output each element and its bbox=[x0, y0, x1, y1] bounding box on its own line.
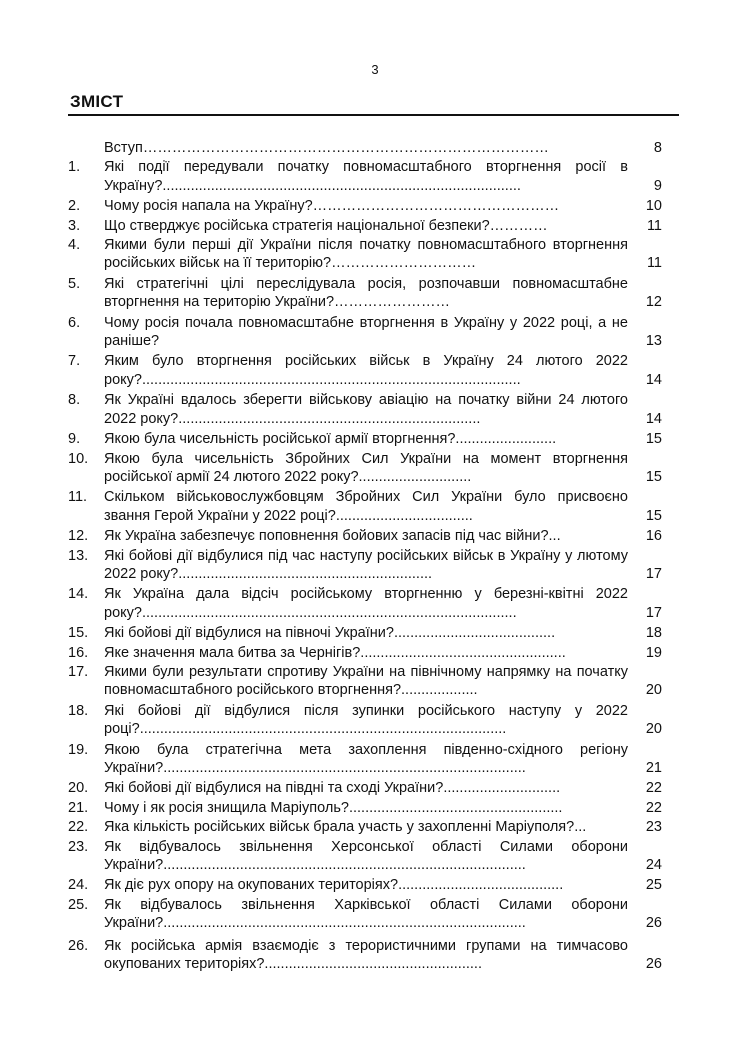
toc-entry-number: 20. bbox=[68, 780, 89, 797]
toc-entry-title: Якою була чисельність Збройних Сил України на момент вторгнення російської армії 24 лютого 2022 року?............................ bbox=[104, 450, 628, 485]
toc-entry[interactable] bbox=[68, 275, 662, 312]
toc-entry-number: 23. bbox=[68, 838, 89, 855]
toc-entry[interactable] bbox=[68, 663, 662, 700]
toc-entry[interactable] bbox=[68, 139, 662, 157]
toc-entry-page: 17 bbox=[645, 565, 662, 582]
toc-entry-title: Як діє рух опору на окупованих територіях?......................................... bbox=[104, 877, 564, 894]
toc-entry-title: Яким було вторгнення російських військ в Україну 24 лютого 2022 року?.............................................................................................. bbox=[104, 353, 628, 388]
toc-entry-page: 16 bbox=[645, 528, 662, 545]
toc-entry-number: 21. bbox=[68, 799, 89, 816]
toc-entry-title: Якими були перші дії України після початку повномасштабного вторгнення російських військ на її територію?………………………… bbox=[104, 237, 628, 272]
toc-entry-title: Як відбувалось звільнення Харківської області Силами оборони України?.......................................................................................... bbox=[104, 896, 628, 932]
toc-entry-number: 3. bbox=[68, 217, 81, 234]
toc-entry-number: 18. bbox=[68, 702, 89, 719]
toc-entry[interactable] bbox=[68, 818, 662, 836]
toc-entry-number: 25. bbox=[68, 896, 89, 913]
toc-entry-number: 19. bbox=[68, 741, 89, 758]
toc-entry-title: Які бойові дії відбулися після зупинки російського наступу у 2022 році?........................................................................................... bbox=[104, 702, 628, 738]
toc-entry-title: Що стверджує російська стратегія національної безпеки?………… bbox=[104, 217, 548, 234]
page-number: 3 bbox=[371, 62, 379, 77]
toc-entry-number: 13. bbox=[68, 547, 89, 564]
toc-entry[interactable] bbox=[68, 527, 662, 545]
toc-entry[interactable] bbox=[68, 585, 662, 622]
toc-entry-title: Які події передували початку повномасштабного вторгнення росії в Україну?......................................................................................... bbox=[104, 159, 628, 194]
toc-entry[interactable] bbox=[68, 450, 662, 487]
toc-entry-number: 24. bbox=[68, 877, 89, 894]
heading-rule bbox=[68, 114, 679, 116]
toc-entry-number: 7. bbox=[68, 353, 81, 370]
toc-entry-title: Як Україні вдалось зберегти військову авіацію на початку війни 24 лютого 2022 року?........................................................................... bbox=[104, 392, 628, 427]
toc-entry-page: 14 bbox=[645, 410, 662, 427]
toc-entry[interactable] bbox=[68, 197, 662, 215]
toc-entry-page: 22 bbox=[645, 799, 662, 816]
toc-entry-title: Чому росія почала повномасштабне вторгнення в Україну у 2022 році, а не раніше? bbox=[104, 314, 628, 350]
toc-entry-page: 18 bbox=[645, 625, 662, 642]
toc-heading: ЗМІСТ bbox=[70, 92, 124, 111]
toc-entry-number: 14. bbox=[68, 586, 89, 603]
toc-entry[interactable] bbox=[68, 352, 662, 389]
toc-entry-title: Як відбувалось звільнення Херсонської області Силами оборони України?.......................................................................................... bbox=[104, 838, 628, 874]
toc-entry-number: 26. bbox=[68, 937, 89, 954]
toc-entry-page: 13 bbox=[645, 333, 662, 350]
toc-entry-page: 24 bbox=[645, 857, 662, 874]
toc-entry[interactable] bbox=[68, 937, 662, 974]
toc-entry-page: 25 bbox=[645, 877, 662, 894]
toc-entry-page: 20 bbox=[645, 721, 662, 738]
toc-entry-number: 6. bbox=[68, 314, 81, 331]
toc-entry-number: 15. bbox=[68, 625, 89, 642]
toc-entry-title: Чому росія напала на Україну?…………………………………………… bbox=[104, 198, 560, 215]
toc-entry-page: 19 bbox=[645, 644, 662, 661]
toc-entry-page: 11 bbox=[646, 255, 662, 272]
toc-entry-page: 20 bbox=[645, 682, 662, 699]
toc-entry-title: Які стратегічні цілі переслідувала росія, розпочавши повномасштабне вторгнення на територію України?…………………… bbox=[104, 275, 628, 311]
toc-entry-title: Які бойові дії відбулися на півдні та сході України?............................. bbox=[104, 780, 561, 797]
toc-entry-number: 5. bbox=[68, 275, 81, 292]
toc-entry-title: Якою була чисельність російської армії вторгнення?......................... bbox=[104, 431, 557, 448]
toc-entry-number: 2. bbox=[68, 198, 81, 215]
toc-entry-number: 11. bbox=[68, 489, 88, 506]
toc-entry[interactable] bbox=[68, 779, 662, 797]
toc-entry-title: Як російська армія взаємодіє з терористичними групами на тимчасово окупованих територіях?...................................................... bbox=[104, 937, 628, 973]
table-of-contents bbox=[68, 139, 662, 973]
toc-entry-page: 8 bbox=[653, 140, 662, 156]
toc-entry-title: Якими були результати спротиву України на північному напрямку на початку повномасштабного російського вторгнення?................... bbox=[104, 663, 628, 699]
toc-entry-title: Скільком військовослужбовцям Збройних Сил України було присвоєно звання Герой України у 2022 році?.................................. bbox=[104, 489, 628, 524]
toc-entry-page: 11 bbox=[646, 217, 662, 234]
toc-entry-title: Які бойові дії відбулися на півночі України?........................................ bbox=[104, 625, 556, 642]
toc-entry-page: 26 bbox=[645, 956, 662, 973]
toc-entry-page: 23 bbox=[645, 819, 662, 836]
toc-entry[interactable] bbox=[68, 488, 662, 525]
toc-entry[interactable] bbox=[68, 896, 662, 933]
toc-entry-page: 17 bbox=[645, 604, 662, 621]
toc-entry-page: 14 bbox=[645, 371, 662, 388]
toc-entry-number bbox=[68, 139, 104, 157]
toc-entry[interactable] bbox=[68, 217, 662, 235]
toc-entry[interactable] bbox=[68, 547, 662, 584]
toc-entry-number: 17. bbox=[68, 663, 89, 680]
toc-entry[interactable] bbox=[68, 624, 662, 642]
toc-entry-title: Якою була стратегічна мета захоплення південно-східного регіону України?.......................................................................................... bbox=[104, 741, 628, 776]
toc-entry-title: Яка кількість російських військ брала участь у захопленні Маріуполя?... bbox=[104, 819, 587, 836]
toc-entry-number: 10. bbox=[68, 450, 89, 467]
toc-entry[interactable] bbox=[68, 314, 662, 351]
toc-entry-number: 12. bbox=[68, 528, 89, 545]
toc-entry[interactable] bbox=[68, 702, 662, 739]
toc-entry-number: 1. bbox=[68, 159, 81, 176]
toc-entry[interactable] bbox=[68, 430, 662, 448]
toc-entry[interactable] bbox=[68, 741, 662, 778]
toc-entry-page: 15 bbox=[645, 507, 662, 524]
toc-entry-title: Як Україна дала відсіч російському вторгненню у березні-квітні 2022 року?............................................................................................. bbox=[104, 586, 628, 621]
toc-entry-title: Яке значення мала битва за Чернігів?................................................... bbox=[104, 644, 566, 661]
toc-entry[interactable] bbox=[68, 838, 662, 875]
toc-entry[interactable] bbox=[68, 158, 662, 195]
toc-entry-number: 4. bbox=[68, 237, 81, 254]
toc-entry-number: 9. bbox=[68, 431, 81, 448]
toc-entry[interactable] bbox=[68, 391, 662, 428]
toc-entry-page: 10 bbox=[645, 198, 662, 215]
toc-entry-page: 22 bbox=[645, 780, 662, 797]
toc-entry-title: Чому і як росія знищила Маріуполь?..................................................... bbox=[104, 799, 563, 816]
toc-entry[interactable] bbox=[68, 876, 662, 894]
toc-entry-number: 8. bbox=[68, 392, 81, 409]
toc-entry[interactable] bbox=[68, 799, 662, 817]
toc-entry-title: Які бойові дії відбулися під час наступу російських військ в Україну у лютому 2022 року?............................................................... bbox=[104, 547, 628, 582]
toc-entry-title: Як Україна забезпечує поповнення бойових запасів під час війни?... bbox=[104, 528, 561, 545]
toc-entry-page: 12 bbox=[645, 294, 662, 311]
toc-entry-number: 22. bbox=[68, 819, 89, 836]
toc-entry-page: 26 bbox=[645, 915, 662, 932]
toc-entry-page: 15 bbox=[645, 468, 662, 485]
toc-entry-page: 9 bbox=[653, 177, 662, 194]
toc-entry-title: Вступ………………………………………………………………………… bbox=[104, 140, 549, 156]
toc-entry[interactable] bbox=[68, 236, 662, 273]
toc-entry-number: 16. bbox=[68, 644, 89, 661]
toc-entry-page: 15 bbox=[645, 431, 662, 448]
toc-entry-page: 21 bbox=[645, 760, 662, 776]
toc-entry[interactable] bbox=[68, 644, 662, 662]
